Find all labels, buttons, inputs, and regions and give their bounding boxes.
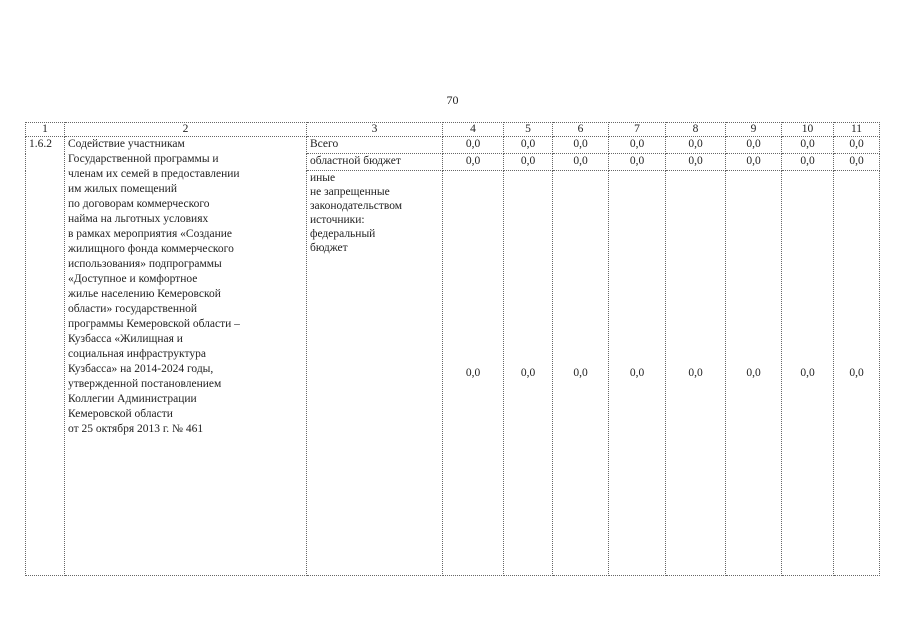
value-cell: 0,0 [782, 171, 834, 576]
column-header: 10 [782, 123, 834, 137]
value-cell: 0,0 [504, 137, 553, 154]
value-cell: 0,0 [834, 137, 880, 154]
value-cell: 0,0 [609, 137, 666, 154]
value-cell: 0,0 [443, 154, 504, 171]
column-header: 11 [834, 123, 880, 137]
value-cell: 0,0 [666, 154, 726, 171]
value-cell: 0,0 [782, 154, 834, 171]
value-cell: 0,0 [443, 171, 504, 576]
value-cell: 0,0 [553, 154, 609, 171]
value-cell: 0,0 [782, 137, 834, 154]
value-cell: 0,0 [504, 171, 553, 576]
program-table [25, 122, 880, 576]
column-header: 2 [65, 123, 307, 137]
value-cell: 0,0 [726, 137, 782, 154]
column-header: 7 [609, 123, 666, 137]
source-label: иные не запрещенные законодательством источники: федеральный бюджет [307, 171, 443, 576]
row-code: 1.6.2 [26, 137, 65, 576]
table-header-row [26, 123, 880, 137]
value-cell: 0,0 [553, 137, 609, 154]
column-header: 6 [553, 123, 609, 137]
source-label: областной бюджет [307, 154, 443, 171]
value-cell: 0,0 [666, 137, 726, 154]
column-header: 8 [666, 123, 726, 137]
column-header: 9 [726, 123, 782, 137]
value-cell: 0,0 [553, 171, 609, 576]
value-cell: 0,0 [609, 154, 666, 171]
value-cell: 0,0 [834, 154, 880, 171]
value-cell: 0,0 [609, 171, 666, 576]
value-cell: 0,0 [666, 171, 726, 576]
column-header: 3 [307, 123, 443, 137]
page-number: 70 [446, 93, 459, 107]
column-header: 1 [26, 123, 65, 137]
column-header: 4 [443, 123, 504, 137]
measure-description: Содействие участникам Государственной программы и членам их семей в предоставлении им жилых помещений по договорам коммерческого найма на льготных условиях в рамках мероприятия «Создание жилищного фонда коммерческого использования» подпрограммы «Доступное и комфортное жилье населению Кемеровской области» государственной программы Кемеровской области – Кузбасса «Жилищная и социальная инфраструктура Кузбасса» на 2014-2024 годы, утвержденной постановлением Коллегии Администрации Кемеровской области от 25 октября 2013 г. № 461 [65, 137, 307, 576]
column-header: 5 [504, 123, 553, 137]
value-cell: 0,0 [726, 171, 782, 576]
value-cell: 0,0 [504, 154, 553, 171]
table-row [26, 137, 880, 154]
value-cell: 0,0 [443, 137, 504, 154]
value-cell: 0,0 [834, 171, 880, 576]
source-label: Всего [307, 137, 443, 154]
value-cell: 0,0 [726, 154, 782, 171]
